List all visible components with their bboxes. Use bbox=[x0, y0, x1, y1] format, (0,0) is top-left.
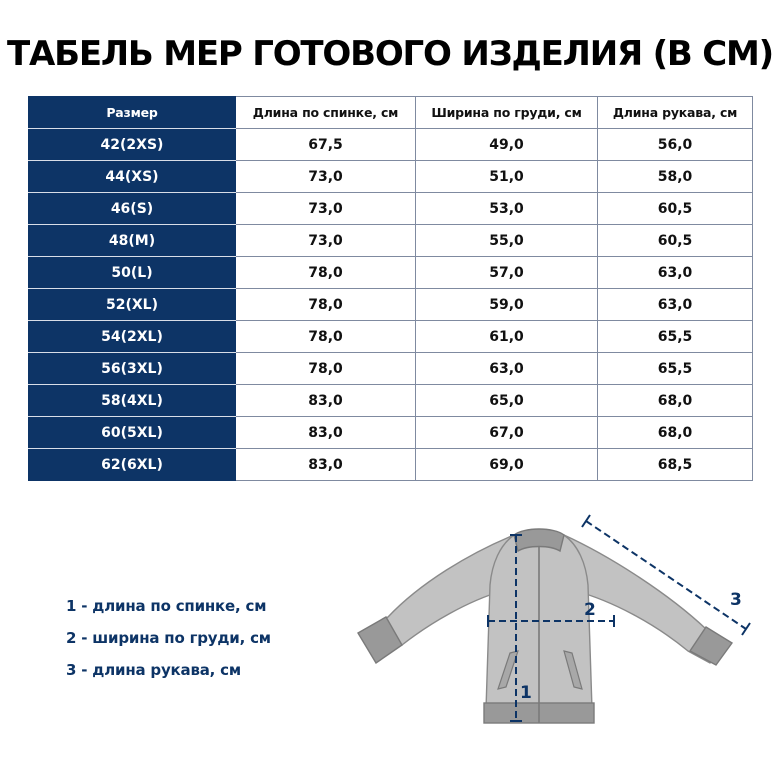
chest-width-cell: 49,0 bbox=[416, 129, 598, 161]
header-size: Размер bbox=[29, 97, 236, 129]
table-row bbox=[29, 225, 753, 257]
legend-item-back-length: 1 - длина по спинке, см bbox=[66, 597, 267, 615]
header-back-length: Длина по спинке, см bbox=[236, 97, 416, 129]
chest-width-cell: 57,0 bbox=[416, 257, 598, 289]
table-row bbox=[29, 161, 753, 193]
label-chest-width: 2 bbox=[584, 600, 596, 620]
chest-width-cell: 69,0 bbox=[416, 449, 598, 481]
chest-width-cell: 59,0 bbox=[416, 289, 598, 321]
table-header-row bbox=[29, 97, 753, 129]
back-length-cell: 78,0 bbox=[236, 353, 416, 385]
jacket-diagram bbox=[350, 505, 760, 735]
size-cell: 52(XL) bbox=[29, 289, 236, 321]
size-cell: 60(5XL) bbox=[29, 417, 236, 449]
measurement-legend bbox=[66, 592, 271, 688]
table-row bbox=[29, 289, 753, 321]
table-row bbox=[29, 385, 753, 417]
size-cell: 48(M) bbox=[29, 225, 236, 257]
back-length-cell: 78,0 bbox=[236, 257, 416, 289]
table-row bbox=[29, 353, 753, 385]
back-length-cell: 78,0 bbox=[236, 289, 416, 321]
chest-width-cell: 55,0 bbox=[416, 225, 598, 257]
header-chest-width: Ширина по груди, см bbox=[416, 97, 598, 129]
size-cell: 56(3XL) bbox=[29, 353, 236, 385]
table-row bbox=[29, 129, 753, 161]
size-cell: 44(XS) bbox=[29, 161, 236, 193]
chest-width-cell: 61,0 bbox=[416, 321, 598, 353]
size-cell: 58(4XL) bbox=[29, 385, 236, 417]
sleeve-length-cell: 68,5 bbox=[598, 449, 753, 481]
table-row bbox=[29, 257, 753, 289]
sleeve-length-cell: 68,0 bbox=[598, 417, 753, 449]
back-length-cell: 83,0 bbox=[236, 449, 416, 481]
legend-item-sleeve-length: 3 - длина рукава, см bbox=[66, 661, 241, 679]
label-sleeve-length: 3 bbox=[730, 590, 742, 610]
table-row bbox=[29, 417, 753, 449]
back-length-cell: 83,0 bbox=[236, 385, 416, 417]
table-row bbox=[29, 193, 753, 225]
jacket-illustration bbox=[358, 529, 732, 723]
back-length-cell: 83,0 bbox=[236, 417, 416, 449]
table-row bbox=[29, 449, 753, 481]
back-length-cell: 67,5 bbox=[236, 129, 416, 161]
chest-width-cell: 51,0 bbox=[416, 161, 598, 193]
sleeve-length-cell: 58,0 bbox=[598, 161, 753, 193]
back-length-cell: 73,0 bbox=[236, 161, 416, 193]
page-title: ТАБЕЛЬ МЕР ГОТОВОГО ИЗДЕЛИЯ (В СМ) bbox=[7, 34, 773, 74]
size-cell: 62(6XL) bbox=[29, 449, 236, 481]
back-length-cell: 78,0 bbox=[236, 321, 416, 353]
sleeve-length-cell: 56,0 bbox=[598, 129, 753, 161]
legend-item-chest-width: 2 - ширина по груди, см bbox=[66, 629, 271, 647]
chest-width-cell: 53,0 bbox=[416, 193, 598, 225]
size-table bbox=[28, 96, 753, 481]
sleeve-length-cell: 63,0 bbox=[598, 289, 753, 321]
size-cell: 42(2XS) bbox=[29, 129, 236, 161]
sleeve-length-cell: 65,5 bbox=[598, 353, 753, 385]
chest-width-cell: 65,0 bbox=[416, 385, 598, 417]
size-cell: 46(S) bbox=[29, 193, 236, 225]
table-row bbox=[29, 321, 753, 353]
sleeve-length-cell: 60,5 bbox=[598, 225, 753, 257]
back-length-cell: 73,0 bbox=[236, 193, 416, 225]
chest-width-cell: 63,0 bbox=[416, 353, 598, 385]
sleeve-length-cell: 65,5 bbox=[598, 321, 753, 353]
label-back-length: 1 bbox=[520, 683, 532, 703]
size-cell: 50(L) bbox=[29, 257, 236, 289]
sleeve-length-cell: 63,0 bbox=[598, 257, 753, 289]
back-length-cell: 73,0 bbox=[236, 225, 416, 257]
sleeve-length-cell: 68,0 bbox=[598, 385, 753, 417]
chest-width-cell: 67,0 bbox=[416, 417, 598, 449]
sleeve-length-cell: 60,5 bbox=[598, 193, 753, 225]
size-cell: 54(2XL) bbox=[29, 321, 236, 353]
header-sleeve-length: Длина рукава, см bbox=[598, 97, 753, 129]
